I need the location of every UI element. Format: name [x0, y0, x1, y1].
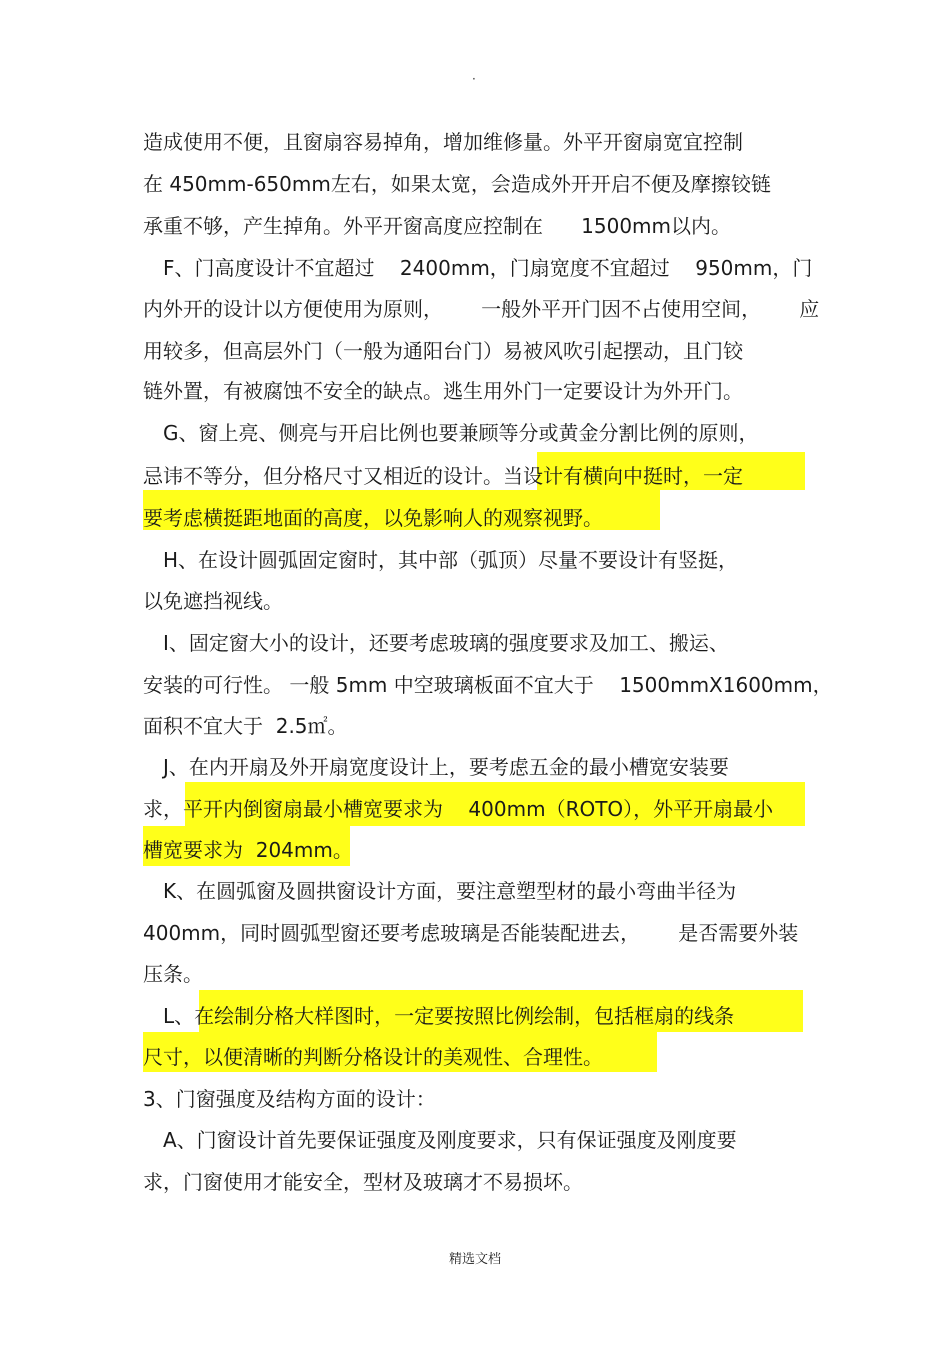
text-line: 求，平开内倒窗扇最小槽宽要求为 400mm（ROTO），外平开扇最小 [143, 797, 774, 821]
text-line: 压条。 [143, 962, 203, 986]
text-line: 求，门窗使用才能安全，型材及玻璃才不易损坏。 [143, 1170, 583, 1194]
text-line: 以免遮挡视线。 [143, 589, 283, 613]
text-line: 链外置，有被腐蚀不安全的缺点。逃生用外门一定要设计为外开门。 [143, 379, 743, 403]
text-line: 400mm，同时圆弧型窗还要考虑玻璃是否能装配进去， 是否需要外装 [143, 921, 799, 945]
text-line: A、门窗设计首先要保证强度及刚度要求，只有保证强度及刚度要 [163, 1128, 737, 1152]
text-line: 要考虑横挺距地面的高度，以免影响人的观察视野。 [143, 506, 603, 530]
text-line: 在 450mm-650mm左右，如果太宽，会造成外开开启不便及摩擦铰链 [143, 172, 771, 196]
text-line: 忌讳不等分，但分格尺寸又相近的设计。当设计有横向中挺时，一定 [143, 464, 743, 488]
text-line: J、在内开扇及外开扇宽度设计上，要考虑五金的最小槽宽安装要 [163, 755, 729, 779]
text-line: 槽宽要求为 204mm。 [143, 838, 353, 862]
text-line: 用较多，但高层外门（一般为通阳台门）易被风吹引起摆动，且门铰 [143, 339, 743, 363]
text-line: H、在设计圆弧固定窗时，其中部（弧顶）尽量不要设计有竖挺， [163, 548, 739, 572]
text-line: 面积不宜大于 2.5㎡。 [143, 714, 348, 738]
text-line: K、在圆弧窗及圆拱窗设计方面，要注意塑型材的最小弯曲半径为 [163, 879, 737, 903]
text-line: 内外开的设计以方便使用为原则， 一般外平开门因不占使用空间， 应 [143, 297, 820, 321]
text-line: G、窗上亮、侧亮与开启比例也要兼顾等分或黄金分割比例的原则， [163, 421, 759, 445]
text-line: 承重不够，产生掉角。外平开窗高度应控制在 1500mm以内。 [143, 214, 732, 238]
text-line: F、门高度设计不宜超过 2400mm，门扇宽度不宜超过 950mm，门 [163, 256, 813, 280]
header-mark: · [472, 72, 476, 86]
text-line: 安装的可行性。 一般 5mm 中空玻璃板面不宜大于 1500mmX1600mm， [143, 673, 833, 697]
page-footer: 精选文档 [448, 1252, 501, 1267]
text-line: 3、门窗强度及结构方面的设计： [143, 1087, 436, 1111]
text-line: L、在绘制分格大样图时，一定要按照比例绘制，包括框扇的线条 [163, 1004, 735, 1028]
text-line: 造成使用不便，且窗扇容易掉角，增加维修量。外平开窗扇宽宜控制 [143, 130, 743, 154]
text-line: I、固定窗大小的设计，还要考虑玻璃的强度要求及加工、搬运、 [163, 631, 729, 655]
text-line: 尺寸，以便清晰的判断分格设计的美观性、合理性。 [143, 1045, 603, 1069]
